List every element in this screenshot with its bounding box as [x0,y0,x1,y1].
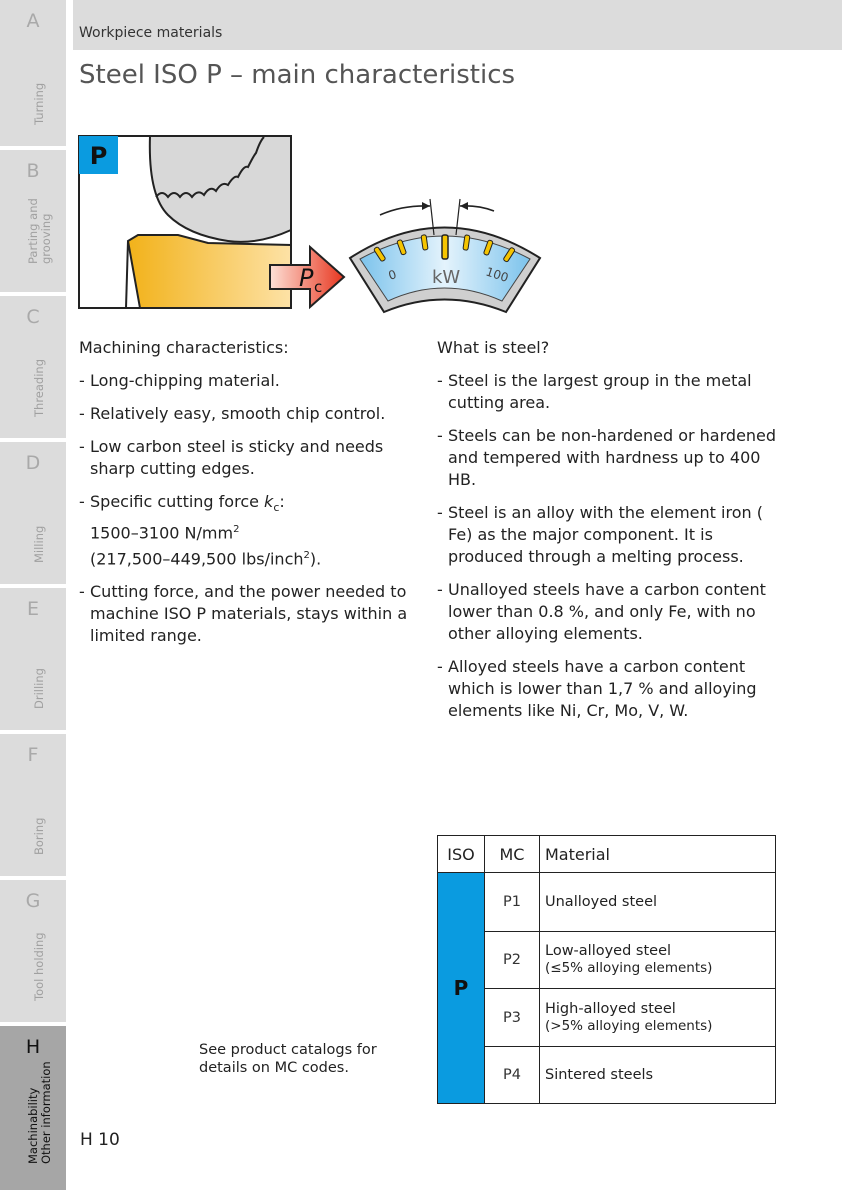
tab-drilling[interactable] [0,588,66,734]
cutting-illustration [78,135,548,324]
force-arrow-label: P [299,264,314,292]
tab-label: Milling [32,525,46,563]
insert-shape [128,235,291,308]
tab-label-line1: Machinability [26,1087,40,1164]
list-item: - Alloyed steels have a carbon content which is lower than 1,7 % and alloying elements like Ni, Cr, Mo, V, W. [437,657,757,720]
gauge-min: 0 [386,267,399,283]
machining-heading: Machining characteristics: [79,338,289,357]
tab-machinability[interactable] [0,1026,66,1190]
col-mc: MC [485,836,540,873]
list-item: - Steels can be non-hardened or hardened and tempered with hardness up to 400 HB. [437,426,777,489]
tab-milling[interactable] [0,442,66,588]
table-row [438,1047,776,1104]
table-row [438,873,776,932]
what-is-steel [437,337,782,733]
table-header-row [438,836,776,873]
list-item: - Relatively easy, smooth chip control. [79,404,386,423]
section-title: Workpiece materials [79,25,223,41]
tab-letter: A [26,10,40,32]
tab-letter: B [26,160,40,182]
tab-letter: C [26,306,40,328]
material-cell: High-alloyed steel (>5% alloying elements) [540,989,776,1047]
list-item: - Unalloyed steels have a carbon content lower than 0.8 %, and only Fe, with no other alloying elements. [437,580,766,643]
tab-label: Threading [32,359,46,417]
tab-label: Tool holding [32,932,46,1001]
tab-label [27,1061,53,1164]
force-arrow-subscript: c [314,278,323,296]
tab-label: Boring [32,817,46,855]
list-item: - Steel is the largest group in the metal cutting area. [437,371,752,412]
tab-tool-holding[interactable] [0,880,66,1026]
material-cell: Sintered steels [540,1047,776,1104]
table-row [438,989,776,1047]
tab-letter: E [26,598,39,620]
mc-code-table [437,835,776,1104]
gauge-max: 100 [484,264,511,285]
gauge-needle [442,235,448,259]
list-item: - Long-chipping material. [79,371,280,390]
steel-heading: What is steel? [437,338,550,357]
gauge-unit: kW [432,267,461,288]
tab-label: Parting and grooving [26,198,53,264]
mc-code: P3 [485,989,540,1047]
tab-letter: H [25,1036,41,1058]
tab-letter: G [25,890,41,912]
material-cell: Low-alloyed steel (≤5% alloying elements) [540,932,776,989]
tab-boring[interactable] [0,734,66,880]
tab-parting-grooving[interactable] [0,150,66,296]
tab-turning[interactable] [0,0,66,150]
tab-letter: D [25,452,41,474]
tab-letter: F [27,744,39,766]
tab-threading[interactable] [0,296,66,442]
mc-code: P1 [485,873,540,932]
col-iso: ISO [438,836,485,873]
page-title: Steel ISO P – main characteristics [79,60,516,90]
table-row [438,932,776,989]
list-item-cutting-force: - Specific cutting force $k_c$: 1500–3100 $N/mm^2$ (217,500–449,500 lbs/inch$^2$). [79,492,322,568]
mc-code: P2 [485,932,540,989]
tab-label: Drilling [32,668,46,709]
mc-code: P4 [485,1047,540,1104]
list-item: - Steel is an alloy with the element iron ( Fe) as the major component. It is produced through a melting process. [437,503,763,566]
list-item: - Low carbon steel is sticky and needs sharp cutting edges. [79,437,384,478]
section-header [73,0,842,50]
iso-p-badge-label: P [89,142,108,170]
iso-group-cell: P [438,873,485,1104]
mc-codes-note: See product catalogs for details on MC codes. [199,1042,377,1076]
machining-characteristics [79,337,419,658]
illustration-svg [78,135,548,320]
list-item: - Cutting force, and the power needed to machine ISO P materials, stays within a limited range. [79,581,408,645]
tab-label: Turning [32,82,46,125]
tab-label-line2: Other information [39,1061,53,1164]
material-cell: Unalloyed steel [540,873,776,932]
chapter-sidebar [0,0,66,1190]
page-number: H 10 [80,1130,120,1150]
col-material: Material [540,836,776,873]
